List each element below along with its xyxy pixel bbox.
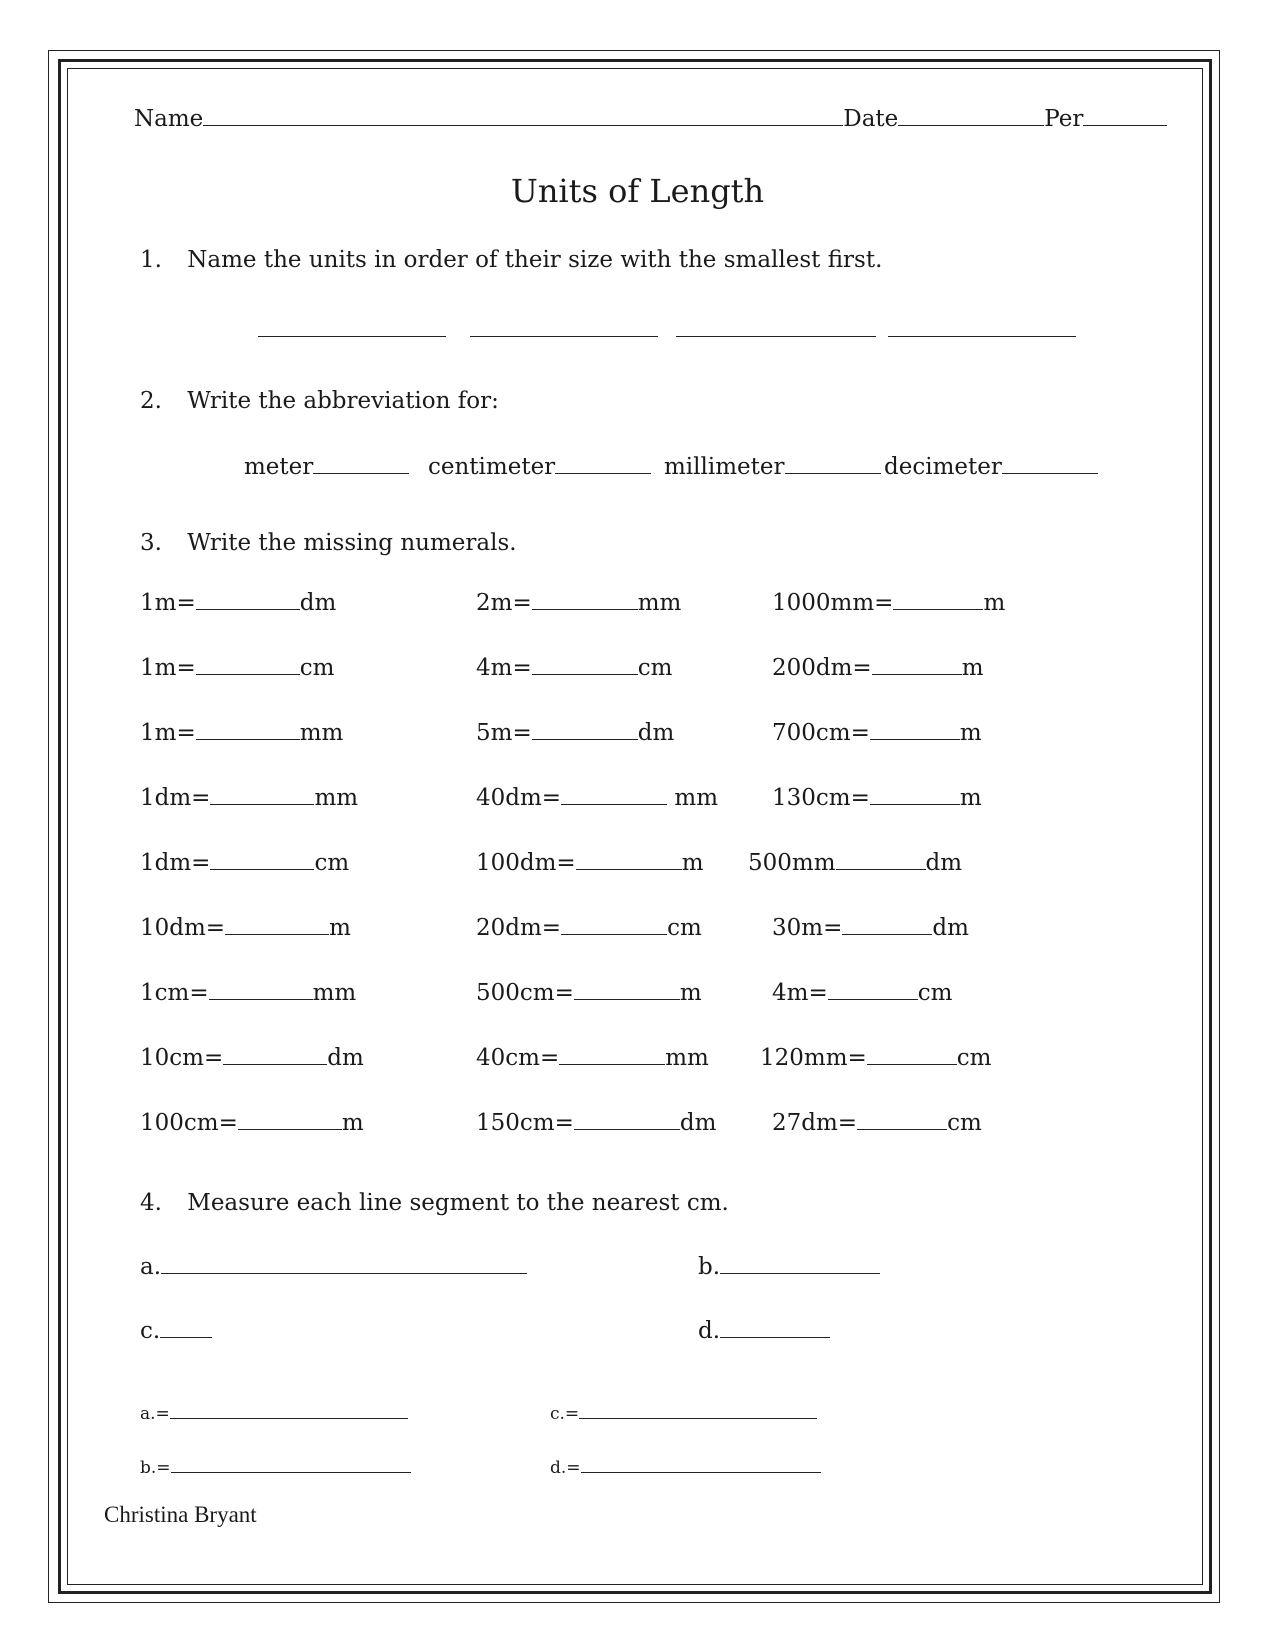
conversion-answer-field[interactable]	[574, 998, 680, 1000]
conversion-given: 1dm=	[140, 785, 211, 811]
conversion-unit: cm	[917, 980, 953, 1006]
conversion-unit: cm	[299, 655, 335, 681]
answer-c-field[interactable]	[579, 1417, 817, 1419]
conversion-item	[772, 590, 1005, 616]
answer-d: d.=	[550, 1458, 821, 1478]
conversion-item	[476, 1110, 716, 1136]
q2-text: Write the abbreviation for:	[187, 388, 499, 414]
conversion-given: 1000mm=	[772, 590, 894, 616]
answer-a-field[interactable]	[170, 1417, 408, 1419]
question-3	[140, 530, 517, 556]
conversion-given: 1m=	[140, 590, 196, 616]
conversion-answer-field[interactable]	[209, 998, 313, 1000]
segment-b: b.	[698, 1254, 880, 1280]
conversion-unit: dm	[637, 720, 675, 746]
q1-answer-4[interactable]	[888, 336, 1076, 337]
conversion-answer-field[interactable]	[532, 673, 638, 675]
conversion-unit: mm	[637, 590, 682, 616]
conversion-given: 30m=	[772, 915, 843, 941]
q1-answer-2[interactable]	[470, 336, 658, 337]
conversion-item	[760, 1045, 992, 1071]
conversion-unit: dm	[932, 915, 969, 941]
conversion-answer-field[interactable]	[225, 933, 329, 935]
conversion-given: 700cm=	[772, 720, 870, 746]
conversion-unit: m	[681, 850, 704, 876]
conversion-item	[140, 590, 336, 616]
conversion-given: 4m=	[772, 980, 828, 1006]
q2-number: 2.	[140, 388, 162, 414]
conversion-item	[476, 1045, 709, 1071]
conversion-unit: cm	[947, 1110, 982, 1136]
conversion-item	[748, 850, 962, 876]
conversion-answer-field[interactable]	[223, 1063, 327, 1065]
conversion-answer-field[interactable]	[857, 1128, 947, 1130]
answer-a: a.=	[140, 1404, 408, 1424]
conversion-given: 10dm=	[140, 915, 226, 941]
conversion-unit: cm	[956, 1045, 992, 1071]
conversion-item	[476, 590, 681, 616]
conversion-given: 20dm=	[476, 915, 562, 941]
question-1	[140, 247, 882, 273]
conversion-unit: m	[961, 655, 984, 681]
conversion-item	[140, 1045, 364, 1071]
conversion-unit: cm	[637, 655, 673, 681]
answer-d-field[interactable]	[581, 1471, 821, 1473]
conversion-unit: m	[959, 785, 982, 811]
conversion-given: 1m=	[140, 655, 196, 681]
abbrev-meter: meter	[244, 454, 409, 480]
conversion-unit: dm	[299, 590, 337, 616]
conversion-given: 200dm=	[772, 655, 872, 681]
conversion-unit: cm	[314, 850, 350, 876]
conversion-item	[476, 720, 674, 746]
abbrev-decimeter: decimeter	[884, 454, 1098, 480]
segment-a: a.	[140, 1254, 527, 1280]
q1-number: 1.	[140, 247, 162, 273]
conversion-item	[476, 785, 718, 811]
date-label: Date	[843, 106, 899, 132]
conversion-item	[476, 980, 702, 1006]
author-signature: Christina Bryant	[104, 1502, 257, 1527]
conversion-given: 130cm=	[772, 785, 870, 811]
q3-text: Write the missing numerals.	[187, 530, 517, 556]
conversion-item	[476, 915, 702, 941]
conversion-item	[140, 850, 349, 876]
conversion-given: 120mm=	[760, 1045, 867, 1071]
abbrev-millimeter-field[interactable]	[785, 472, 881, 474]
conversion-answer-field[interactable]	[532, 608, 638, 610]
conversion-given: 1m=	[140, 720, 196, 746]
conversion-unit: mm	[665, 1045, 709, 1071]
per-label: Per	[1044, 106, 1084, 132]
conversion-given: 1dm=	[140, 850, 211, 876]
conversion-item	[772, 980, 952, 1006]
conversion-item	[140, 1110, 364, 1136]
question-4	[140, 1190, 729, 1216]
page-title: Units of Length	[510, 172, 765, 210]
answer-b: b.=	[140, 1458, 411, 1478]
conversion-unit: m	[341, 1110, 364, 1136]
conversion-unit: dm	[679, 1110, 717, 1136]
segment-a-line	[161, 1272, 527, 1274]
conversion-unit: mm	[312, 980, 357, 1006]
segment-c: c.	[140, 1318, 212, 1344]
conversion-given: 5m=	[476, 720, 532, 746]
conversion-unit: mm	[667, 785, 719, 811]
name-label: Name	[134, 106, 204, 132]
conversion-answer-field[interactable]	[561, 803, 667, 805]
q4-number: 4.	[140, 1190, 162, 1216]
conversion-unit: cm	[667, 915, 702, 941]
conversion-answer-field[interactable]	[867, 1063, 957, 1065]
conversion-item	[772, 785, 982, 811]
answer-c: c.=	[550, 1404, 817, 1424]
conversion-item	[476, 655, 672, 681]
conversion-given: 150cm=	[476, 1110, 574, 1136]
conversion-given: 40cm=	[476, 1045, 560, 1071]
conversion-unit: dm	[925, 850, 963, 876]
conversion-answer-field[interactable]	[559, 1063, 665, 1065]
conversion-answer-field[interactable]	[872, 673, 962, 675]
conversion-answer-field[interactable]	[870, 803, 960, 805]
abbrev-decimeter-field[interactable]	[1002, 472, 1098, 474]
conversion-given: 4m=	[476, 655, 532, 681]
conversion-item	[772, 915, 969, 941]
q1-text: Name the units in order of their size with the smallest first.	[187, 247, 883, 273]
conversion-answer-field[interactable]	[210, 803, 314, 805]
conversion-unit: m	[679, 980, 702, 1006]
conversion-item	[772, 655, 984, 681]
name-field[interactable]	[203, 124, 843, 126]
conversion-given: 100cm=	[140, 1110, 238, 1136]
conversion-given: 40dm=	[476, 785, 562, 811]
q4-text: Measure each line segment to the nearest cm.	[187, 1190, 729, 1216]
conversion-answer-field[interactable]	[196, 608, 300, 610]
conversion-answer-field[interactable]	[561, 933, 667, 935]
date-field[interactable]	[898, 124, 1044, 126]
conversion-given: 500cm=	[476, 980, 574, 1006]
abbrev-centimeter-field[interactable]	[555, 472, 651, 474]
conversion-answer-field[interactable]	[842, 933, 932, 935]
conversion-answer-field[interactable]	[238, 1128, 342, 1130]
conversion-given: 2m=	[476, 590, 532, 616]
conversion-unit: m	[983, 590, 1006, 616]
conversion-answer-field[interactable]	[196, 738, 300, 740]
conversion-given: 27dm=	[772, 1110, 858, 1136]
header-row	[134, 106, 1167, 132]
q1-answer-3[interactable]	[676, 336, 876, 337]
conversion-item	[140, 655, 334, 681]
conversion-unit: mm	[314, 785, 359, 811]
answer-b-field[interactable]	[171, 1471, 411, 1473]
abbrev-meter-field[interactable]	[313, 472, 409, 474]
abbrev-centimeter: centimeter	[428, 454, 651, 480]
conversion-answer-field[interactable]	[870, 738, 960, 740]
conversion-given: 10cm=	[140, 1045, 224, 1071]
conversion-answer-field[interactable]	[210, 868, 314, 870]
conversion-item	[140, 785, 358, 811]
conversion-answer-field[interactable]	[836, 868, 926, 870]
conversion-item	[476, 850, 704, 876]
conversion-given: 100dm=	[476, 850, 576, 876]
conversion-answer-field[interactable]	[893, 608, 983, 610]
conversion-unit: dm	[327, 1045, 364, 1071]
conversion-answer-field[interactable]	[576, 868, 682, 870]
conversion-item	[772, 720, 982, 746]
conversion-unit: mm	[299, 720, 344, 746]
conversion-given: 500mm	[748, 850, 836, 876]
conversion-item	[140, 720, 343, 746]
segment-d-line	[720, 1336, 830, 1338]
q1-answer-1[interactable]	[258, 336, 446, 337]
conversion-answer-field[interactable]	[196, 673, 300, 675]
segment-c-line	[160, 1336, 212, 1338]
conversion-answer-field[interactable]	[574, 1128, 680, 1130]
conversion-item	[140, 980, 356, 1006]
period-field[interactable]	[1083, 124, 1167, 126]
question-2	[140, 388, 499, 414]
abbrev-millimeter: millimeter	[664, 454, 881, 480]
conversion-item	[140, 915, 351, 941]
conversion-answer-field[interactable]	[828, 998, 918, 1000]
inner-border	[67, 68, 1203, 1585]
conversion-unit: m	[329, 915, 351, 941]
conversion-given: 1cm=	[140, 980, 209, 1006]
q3-number: 3.	[140, 530, 162, 556]
segment-d: d.	[698, 1318, 830, 1344]
conversion-unit: m	[959, 720, 982, 746]
segment-b-line	[720, 1272, 880, 1274]
conversion-item	[772, 1110, 982, 1136]
conversion-answer-field[interactable]	[532, 738, 638, 740]
